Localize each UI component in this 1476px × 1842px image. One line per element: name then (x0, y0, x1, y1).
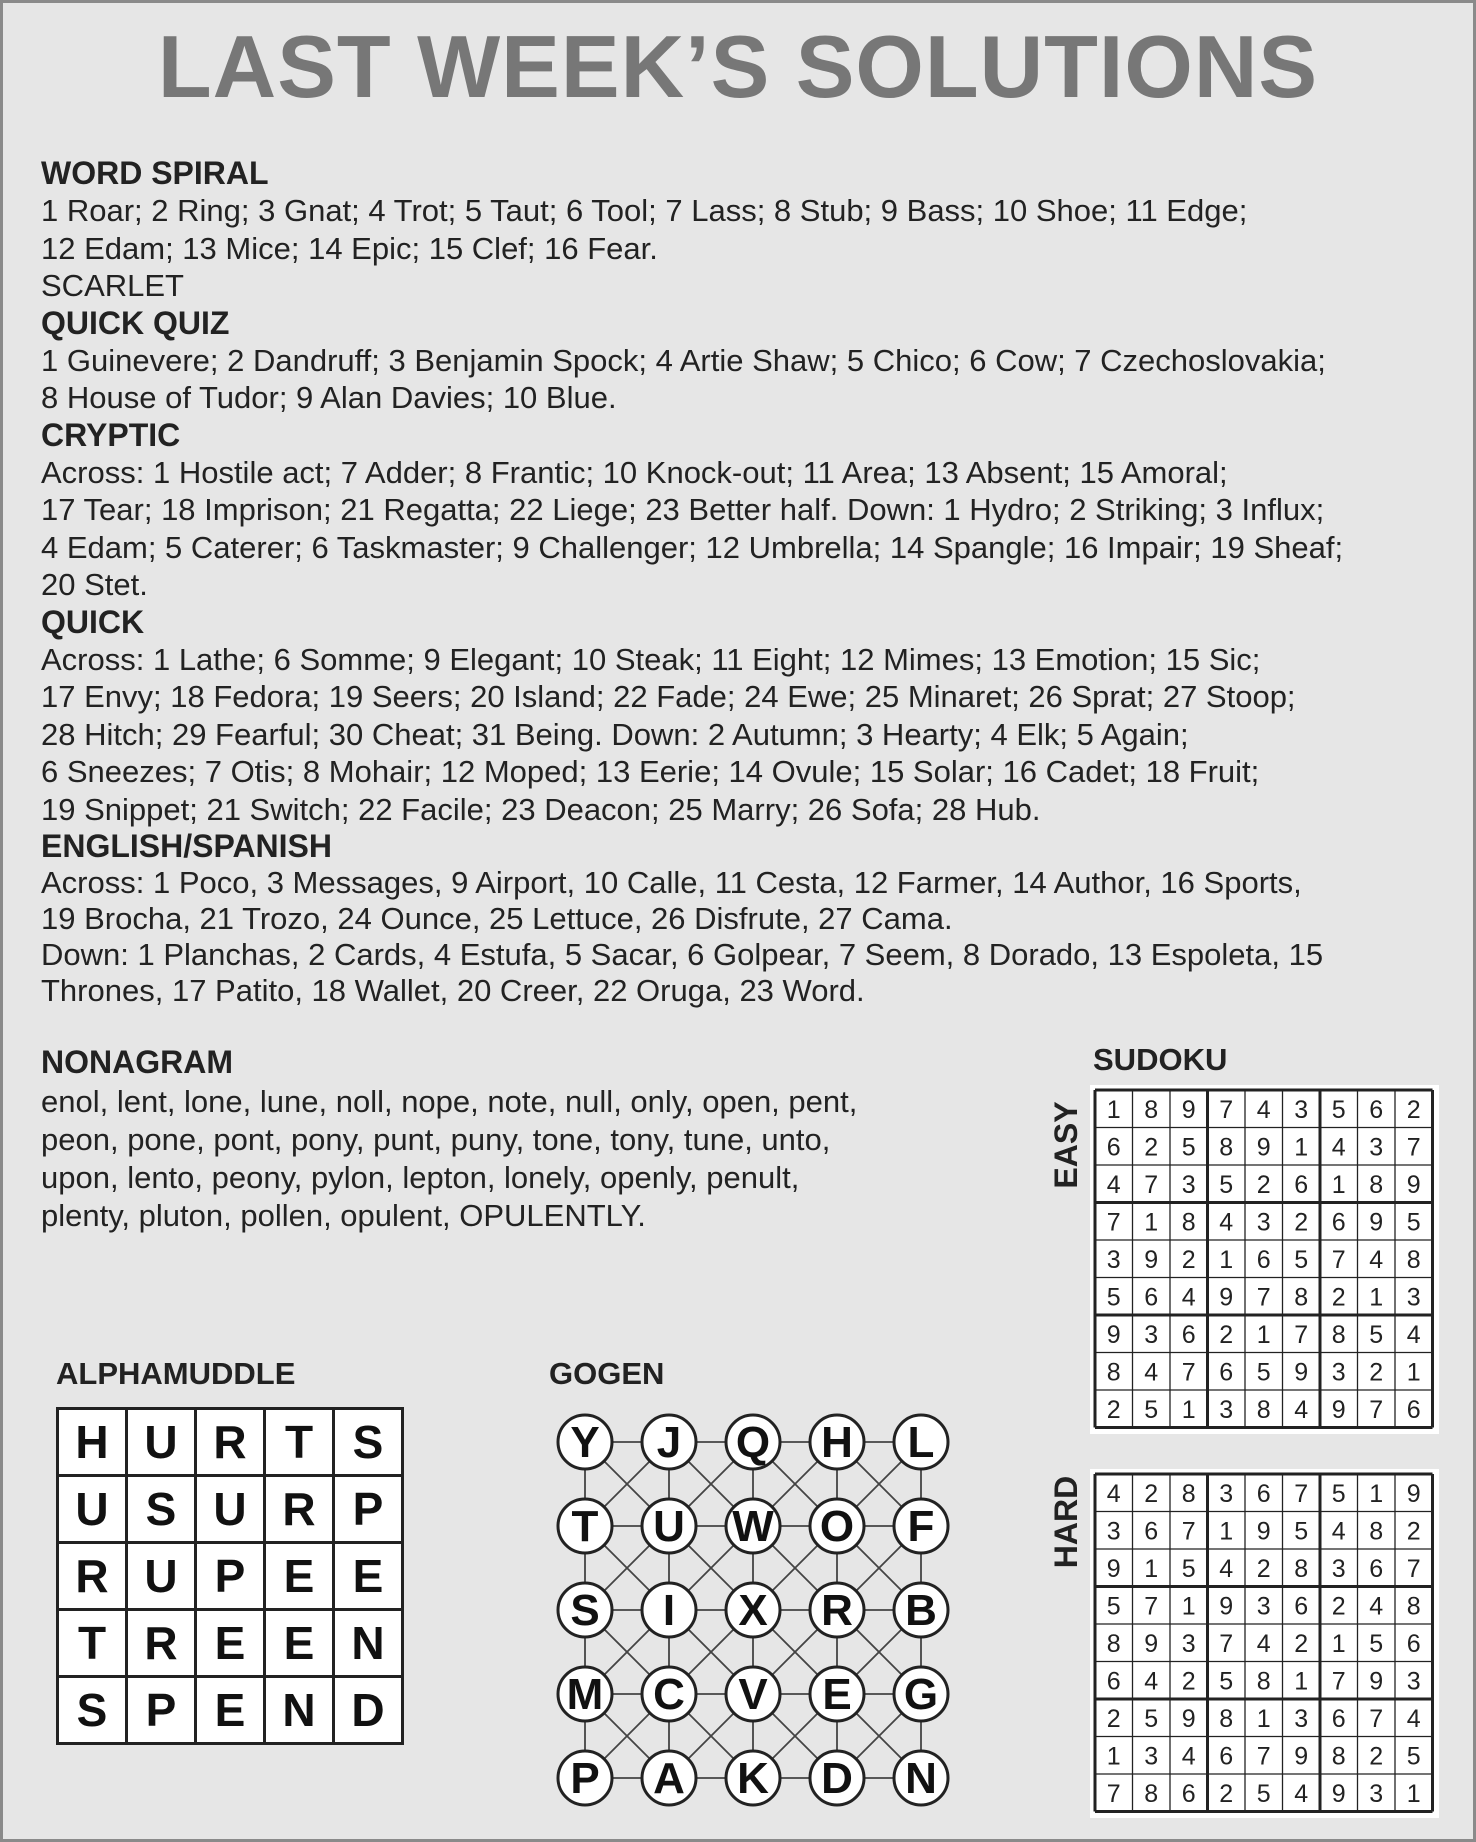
alphamuddle-cell: E (334, 1543, 403, 1610)
gogen-letter: K (737, 1754, 769, 1803)
gogen-letter: R (821, 1586, 853, 1635)
sudoku-cell: 6 (1106, 1667, 1121, 1696)
alphamuddle-cell: E (196, 1677, 265, 1744)
sudoku-cell: 5 (1294, 1517, 1309, 1546)
quick-line: 17 Envy; 18 Fedora; 19 Seers; 20 Island; 22 Fade; 24 Ewe; 25 Minaret; 26 Sprat; 27 Stoop; (41, 679, 1296, 714)
sudoku-cell: 8 (1219, 1133, 1234, 1162)
sudoku-cell: 1 (1219, 1517, 1234, 1546)
sudoku-hard-grid (1092, 1471, 1437, 1816)
gogen-letter: U (653, 1502, 685, 1551)
sudoku-cell: 5 (1106, 1283, 1121, 1312)
sudoku-cell: 2 (1294, 1208, 1309, 1237)
sudoku-cell: 2 (1406, 1095, 1421, 1124)
sudoku-cell: 6 (1294, 1170, 1309, 1199)
sudoku-cell: 5 (1256, 1358, 1271, 1387)
word-spiral-line: 12 Edam; 13 Mice; 14 Epic; 15 Clef; 16 Fear. (41, 230, 658, 266)
sudoku-cell: 3 (1181, 1170, 1196, 1199)
english-spanish-line: Down: 1 Planchas, 2 Cards, 4 Estufa, 5 Sacar, 6 Golpear, 7 Seem, 8 Dorado, 13 Espoleta, 15 (41, 937, 1324, 972)
gogen-letter: F (907, 1502, 935, 1551)
alphamuddle-cell: E (265, 1610, 334, 1677)
alphamuddle-cell: R (127, 1610, 196, 1677)
nonagram-section (41, 1043, 941, 1235)
sudoku-cell: 2 (1144, 1133, 1159, 1162)
gogen-letter: Q (735, 1418, 771, 1467)
alphamuddle-cell: S (334, 1409, 403, 1476)
sudoku-cell: 6 (1144, 1517, 1159, 1546)
sudoku-cell: 8 (1369, 1170, 1384, 1199)
sudoku-cell: 6 (1219, 1358, 1234, 1387)
word-spiral-line: 1 Roar; 2 Ring; 3 Gnat; 4 Trot; 5 Taut; 6 Tool; 7 Lass; 8 Stub; 9 Bass; 10 Shoe; 11 Edge; (41, 193, 1248, 228)
sudoku-cell: 3 (1219, 1395, 1234, 1424)
sudoku-cell: 7 (1369, 1395, 1384, 1424)
sudoku-cell: 7 (1181, 1517, 1196, 1546)
gogen-letter: N (905, 1754, 937, 1803)
sudoku-cell: 4 (1144, 1358, 1159, 1387)
sudoku-cell: 1 (1144, 1554, 1159, 1583)
alphamuddle-heading: ALPHAMUDDLE (56, 1356, 296, 1391)
sudoku-cell: 1 (1406, 1358, 1421, 1387)
sudoku-cell: 6 (1331, 1704, 1346, 1733)
sudoku-cell: 9 (1331, 1395, 1346, 1424)
sudoku-cell: 9 (1181, 1704, 1196, 1733)
sudoku-cell: 9 (1144, 1629, 1159, 1658)
sudoku-cell: 4 (1256, 1095, 1271, 1124)
sudoku-cell: 1 (1331, 1629, 1346, 1658)
alphamuddle-cell: R (58, 1543, 127, 1610)
sudoku-cell: 1 (1294, 1667, 1309, 1696)
sudoku-cell: 5 (1331, 1479, 1346, 1508)
sudoku-cell: 1 (1369, 1283, 1384, 1312)
sudoku-cell: 8 (1294, 1554, 1309, 1583)
sudoku-cell: 7 (1294, 1479, 1309, 1508)
sudoku-cell: 2 (1219, 1779, 1234, 1808)
sudoku-easy-grid (1092, 1087, 1437, 1432)
gogen-letter: S (570, 1586, 600, 1635)
sudoku-cell: 5 (1256, 1779, 1271, 1808)
sudoku-cell: 1 (1219, 1245, 1234, 1274)
sudoku-cell: 4 (1219, 1554, 1234, 1583)
quick-heading: QUICK (41, 603, 145, 640)
sudoku-cell: 3 (1219, 1479, 1234, 1508)
alphamuddle-cell: E (265, 1543, 334, 1610)
sudoku-cell: 9 (1406, 1479, 1421, 1508)
quick-section (41, 604, 1451, 829)
sudoku-cell: 9 (1256, 1133, 1271, 1162)
sudoku-cell: 1 (1181, 1592, 1196, 1621)
sudoku-cell: 5 (1144, 1704, 1159, 1733)
sudoku-cell: 5 (1369, 1320, 1384, 1349)
sudoku-cell: 5 (1369, 1629, 1384, 1658)
gogen-grid (551, 1403, 959, 1823)
sudoku-cell: 1 (1294, 1133, 1309, 1162)
english-spanish-line: Across: 1 Poco, 3 Messages, 9 Airport, 10 Calle, 11 Cesta, 12 Farmer, 14 Author, 16 Sports, (41, 865, 1302, 900)
alphamuddle-row (58, 1677, 403, 1744)
sudoku-cell: 9 (1181, 1095, 1196, 1124)
alphamuddle-cell: E (196, 1610, 265, 1677)
gogen-letter: C (653, 1670, 685, 1719)
sudoku-cell: 9 (1106, 1320, 1121, 1349)
gogen-letter: M (566, 1670, 604, 1719)
sudoku-cell: 7 (1256, 1742, 1271, 1771)
sudoku-cell: 3 (1294, 1704, 1309, 1733)
sudoku-cell: 2 (1106, 1395, 1121, 1424)
alphamuddle-cell: T (265, 1409, 334, 1476)
sudoku-cell: 6 (1369, 1554, 1384, 1583)
alphamuddle-cell: D (334, 1677, 403, 1744)
sudoku-cell: 9 (1219, 1592, 1234, 1621)
page-title: LAST WEEK’S SOLUTIONS (157, 17, 1319, 116)
sudoku-cell: 9 (1406, 1170, 1421, 1199)
sudoku-cell: 4 (1406, 1704, 1421, 1733)
alphamuddle-cell: N (265, 1677, 334, 1744)
english-spanish-line: 19 Brocha, 21 Trozo, 24 Ounce, 25 Lettuce, 26 Disfrute, 27 Cama. (41, 901, 953, 936)
alphamuddle-cell: U (196, 1476, 265, 1543)
sudoku-cell: 6 (1106, 1133, 1121, 1162)
sudoku-cell: 6 (1294, 1592, 1309, 1621)
sudoku-cell: 2 (1331, 1592, 1346, 1621)
sudoku-cell: 5 (1144, 1395, 1159, 1424)
sudoku-cell: 7 (1256, 1283, 1271, 1312)
sudoku-cell: 4 (1181, 1283, 1196, 1312)
sudoku-cell: 6 (1181, 1320, 1196, 1349)
alphamuddle-grid (56, 1407, 404, 1745)
sudoku-cell: 5 (1406, 1742, 1421, 1771)
nonagram-line: plenty, pluton, pollen, opulent, OPULENTLY. (41, 1198, 646, 1233)
sudoku-cell: 7 (1294, 1320, 1309, 1349)
solutions-text (41, 155, 1451, 1009)
sudoku-cell: 4 (1294, 1779, 1309, 1808)
sudoku-cell: 8 (1219, 1704, 1234, 1733)
word-spiral-heading: WORD SPIRAL (41, 155, 269, 191)
gogen-letter: H (821, 1418, 853, 1467)
sudoku-cell: 4 (1106, 1170, 1121, 1199)
sudoku-cell: 3 (1256, 1592, 1271, 1621)
sudoku-cell: 7 (1219, 1095, 1234, 1124)
sudoku-cell: 2 (1369, 1358, 1384, 1387)
cryptic-line: 17 Tear; 18 Imprison; 21 Regatta; 22 Liege; 23 Better half. Down: 1 Hydro; 2 Striking; 3 Influx; (41, 492, 1325, 527)
cryptic-section (41, 417, 1451, 604)
cryptic-line: Across: 1 Hostile act; 7 Adder; 8 Frantic; 10 Knock-out; 11 Area; 13 Absent; 15 Amoral; (41, 454, 1228, 490)
sudoku-cell: 3 (1369, 1133, 1384, 1162)
gogen-letter: E (822, 1670, 852, 1719)
sudoku-cell: 9 (1256, 1517, 1271, 1546)
sudoku-cell: 4 (1256, 1629, 1271, 1658)
sudoku-cell: 2 (1144, 1479, 1159, 1508)
sudoku-cell: 8 (1294, 1283, 1309, 1312)
quick-quiz-line: 1 Guinevere; 2 Dandruff; 3 Benjamin Spock; 4 Artie Shaw; 5 Chico; 6 Cow; 7 Czechoslovakia; (41, 342, 1326, 378)
sudoku-cell: 9 (1294, 1742, 1309, 1771)
sudoku-cell: 1 (1181, 1395, 1196, 1424)
nonagram-heading: NONAGRAM (41, 1044, 233, 1080)
gogen-letter: J (656, 1418, 682, 1467)
sudoku-cell: 4 (1369, 1245, 1384, 1274)
sudoku-cell: 3 (1406, 1667, 1421, 1696)
gogen-letter: W (732, 1502, 774, 1551)
sudoku-cell: 5 (1219, 1667, 1234, 1696)
sudoku-cell: 4 (1106, 1479, 1121, 1508)
nonagram-line: peon, pone, pont, pony, punt, puny, tone, tony, tune, unto, (41, 1122, 831, 1157)
alphamuddle-cell: T (58, 1610, 127, 1677)
sudoku-cell: 1 (1406, 1779, 1421, 1808)
sudoku-cell: 4 (1331, 1133, 1346, 1162)
nonagram-line: enol, lent, lone, lune, noll, nope, note, null, only, open, pent, (41, 1084, 858, 1119)
sudoku-hard-panel (1090, 1469, 1439, 1818)
sudoku-cell: 2 (1406, 1517, 1421, 1546)
sudoku-cell: 6 (1256, 1245, 1271, 1274)
sudoku-cell: 9 (1106, 1554, 1121, 1583)
cryptic-heading: CRYPTIC (41, 416, 181, 453)
sudoku-cell: 5 (1294, 1245, 1309, 1274)
alphamuddle-cell: N (334, 1610, 403, 1677)
sudoku-easy-panel (1090, 1085, 1439, 1434)
alphamuddle-cell: U (58, 1476, 127, 1543)
sudoku-cell: 4 (1219, 1208, 1234, 1237)
sudoku-cell: 8 (1181, 1479, 1196, 1508)
sudoku-cell: 6 (1256, 1479, 1271, 1508)
quick-quiz-line: 8 House of Tudor; 9 Alan Davies; 10 Blue. (41, 380, 617, 415)
sudoku-cell: 1 (1144, 1208, 1159, 1237)
sudoku-cell: 2 (1331, 1283, 1346, 1312)
sudoku-cell: 5 (1181, 1554, 1196, 1583)
sudoku-cell: 2 (1256, 1170, 1271, 1199)
alphamuddle-cell: R (265, 1476, 334, 1543)
gogen-letter: Y (570, 1418, 600, 1467)
sudoku-cell: 9 (1144, 1245, 1159, 1274)
sudoku-cell: 5 (1219, 1170, 1234, 1199)
gogen-letter: T (571, 1502, 599, 1551)
sudoku-cell: 9 (1294, 1358, 1309, 1387)
sudoku-cell: 8 (1106, 1629, 1121, 1658)
sudoku-cell: 7 (1106, 1779, 1121, 1808)
sudoku-cell: 2 (1181, 1245, 1196, 1274)
gogen-letter: G (903, 1670, 939, 1719)
sudoku-cell: 1 (1256, 1704, 1271, 1733)
sudoku-hard-label: HARD (1048, 1475, 1084, 1569)
sudoku-cell: 4 (1181, 1742, 1196, 1771)
alphamuddle-cell: S (58, 1677, 127, 1744)
sudoku-cell: 8 (1181, 1208, 1196, 1237)
sudoku-cell: 8 (1369, 1517, 1384, 1546)
sudoku-cell: 8 (1256, 1395, 1271, 1424)
alphamuddle-row (58, 1543, 403, 1610)
sudoku-cell: 6 (1406, 1395, 1421, 1424)
gogen-letter: O (819, 1502, 855, 1551)
word-spiral-section (41, 155, 1451, 305)
sudoku-cell: 7 (1369, 1704, 1384, 1733)
cryptic-line: 4 Edam; 5 Caterer; 6 Taskmaster; 9 Challenger; 12 Umbrella; 14 Spangle; 16 Impair; 19 Sheaf; (41, 529, 1344, 565)
sudoku-cell: 3 (1144, 1320, 1159, 1349)
sudoku-cell: 3 (1181, 1629, 1196, 1658)
sudoku-cell: 1 (1331, 1170, 1346, 1199)
sudoku-cell: 8 (1406, 1592, 1421, 1621)
sudoku-cell: 3 (1144, 1742, 1159, 1771)
nonagram-line: upon, lento, peony, pylon, lepton, lonely, openly, penult, (41, 1160, 800, 1195)
quick-line: 6 Sneezes; 7 Otis; 8 Mohair; 12 Moped; 13 Eerie; 14 Ovule; 15 Solar; 16 Cadet; 18 Fruit; (41, 754, 1260, 789)
sudoku-cell: 8 (1331, 1320, 1346, 1349)
sudoku-cell: 7 (1219, 1629, 1234, 1658)
gogen-letter: D (821, 1754, 853, 1803)
quick-quiz-section (41, 305, 1451, 417)
sudoku-cell: 4 (1144, 1667, 1159, 1696)
quick-line: 19 Snippet; 21 Switch; 22 Facile; 23 Deacon; 25 Marry; 26 Sofa; 28 Hub. (41, 791, 1041, 827)
sudoku-cell: 3 (1294, 1095, 1309, 1124)
gogen-letter: A (653, 1754, 685, 1803)
alphamuddle-row (58, 1409, 403, 1476)
sudoku-cell: 3 (1106, 1517, 1121, 1546)
gogen-letter: P (570, 1754, 600, 1803)
sudoku-cell: 4 (1369, 1592, 1384, 1621)
sudoku-cell: 7 (1181, 1358, 1196, 1387)
alphamuddle-cell: P (196, 1543, 265, 1610)
quick-quiz-heading: QUICK QUIZ (41, 304, 230, 341)
sudoku-cell: 1 (1106, 1742, 1121, 1771)
sudoku-cell: 3 (1406, 1283, 1421, 1312)
quick-line: Across: 1 Lathe; 6 Somme; 9 Elegant; 10 Steak; 11 Eight; 12 Mimes; 13 Emotion; 15 Sic; (41, 641, 1261, 677)
sudoku-cell: 6 (1331, 1208, 1346, 1237)
sudoku-cell: 5 (1331, 1095, 1346, 1124)
sudoku-cell: 6 (1406, 1629, 1421, 1658)
sudoku-cell: 6 (1219, 1742, 1234, 1771)
sudoku-cell: 7 (1406, 1133, 1421, 1162)
gogen-letter: B (905, 1586, 937, 1635)
sudoku-cell: 9 (1331, 1779, 1346, 1808)
sudoku-cell: 8 (1256, 1667, 1271, 1696)
alphamuddle-cell: P (127, 1677, 196, 1744)
word-spiral-line: SCARLET (41, 268, 184, 303)
sudoku-cell: 7 (1406, 1554, 1421, 1583)
sudoku-cell: 3 (1331, 1554, 1346, 1583)
sudoku-cell: 4 (1331, 1517, 1346, 1546)
sudoku-cell: 7 (1144, 1170, 1159, 1199)
sudoku-cell: 8 (1406, 1245, 1421, 1274)
alphamuddle-cell: P (334, 1476, 403, 1543)
sudoku-cell: 2 (1219, 1320, 1234, 1349)
sudoku-cell: 3 (1256, 1208, 1271, 1237)
sudoku-cell: 8 (1144, 1779, 1159, 1808)
sudoku-cell: 1 (1106, 1095, 1121, 1124)
sudoku-cell: 9 (1369, 1208, 1384, 1237)
english-spanish-heading: ENGLISH/SPANISH (41, 828, 332, 864)
alphamuddle-cell: R (196, 1409, 265, 1476)
gogen-letter: L (907, 1418, 935, 1467)
sudoku-heading: SUDOKU (1093, 1042, 1228, 1077)
alphamuddle-cell: U (127, 1409, 196, 1476)
sudoku-cell: 6 (1369, 1095, 1384, 1124)
sudoku-cell: 2 (1369, 1742, 1384, 1771)
sudoku-cell: 7 (1331, 1245, 1346, 1274)
sudoku-cell: 6 (1144, 1283, 1159, 1312)
sudoku-cell: 5 (1181, 1133, 1196, 1162)
sudoku-cell: 1 (1369, 1479, 1384, 1508)
sudoku-cell: 2 (1106, 1704, 1121, 1733)
quick-line: 28 Hitch; 29 Fearful; 30 Cheat; 31 Being. Down: 2 Autumn; 3 Hearty; 4 Elk; 5 Again; (41, 716, 1189, 752)
sudoku-cell: 4 (1406, 1320, 1421, 1349)
gogen-letter: I (662, 1586, 676, 1635)
sudoku-cell: 4 (1294, 1395, 1309, 1424)
sudoku-cell: 8 (1144, 1095, 1159, 1124)
alphamuddle-cell: U (127, 1543, 196, 1610)
alphamuddle-cell: S (127, 1476, 196, 1543)
sudoku-cell: 5 (1106, 1592, 1121, 1621)
sudoku-cell: 3 (1106, 1245, 1121, 1274)
sudoku-cell: 5 (1406, 1208, 1421, 1237)
sudoku-cell: 7 (1331, 1667, 1346, 1696)
sudoku-cell: 9 (1219, 1283, 1234, 1312)
sudoku-cell: 6 (1181, 1779, 1196, 1808)
sudoku-cell: 3 (1369, 1779, 1384, 1808)
alphamuddle-row (58, 1610, 403, 1677)
alphamuddle-row (58, 1476, 403, 1543)
sudoku-cell: 8 (1331, 1742, 1346, 1771)
sudoku-cell: 1 (1256, 1320, 1271, 1349)
gogen-letter: X (738, 1586, 768, 1635)
gogen-letter: V (738, 1670, 768, 1719)
sudoku-easy-label: EASY (1048, 1101, 1084, 1189)
sudoku-cell: 2 (1256, 1554, 1271, 1583)
sudoku-cell: 7 (1106, 1208, 1121, 1237)
sudoku-cell: 9 (1369, 1667, 1384, 1696)
alphamuddle-cell: H (58, 1409, 127, 1476)
cryptic-line: 20 Stet. (41, 567, 148, 602)
sudoku-cell: 3 (1331, 1358, 1346, 1387)
english-spanish-section (41, 828, 1451, 1009)
sudoku-cell: 2 (1294, 1629, 1309, 1658)
gogen-heading: GOGEN (549, 1356, 665, 1391)
sudoku-cell: 7 (1144, 1592, 1159, 1621)
sudoku-cell: 2 (1181, 1667, 1196, 1696)
sudoku-cell: 8 (1106, 1358, 1121, 1387)
english-spanish-line: Thrones, 17 Patito, 18 Wallet, 20 Creer, 22 Oruga, 23 Word. (41, 973, 865, 1008)
